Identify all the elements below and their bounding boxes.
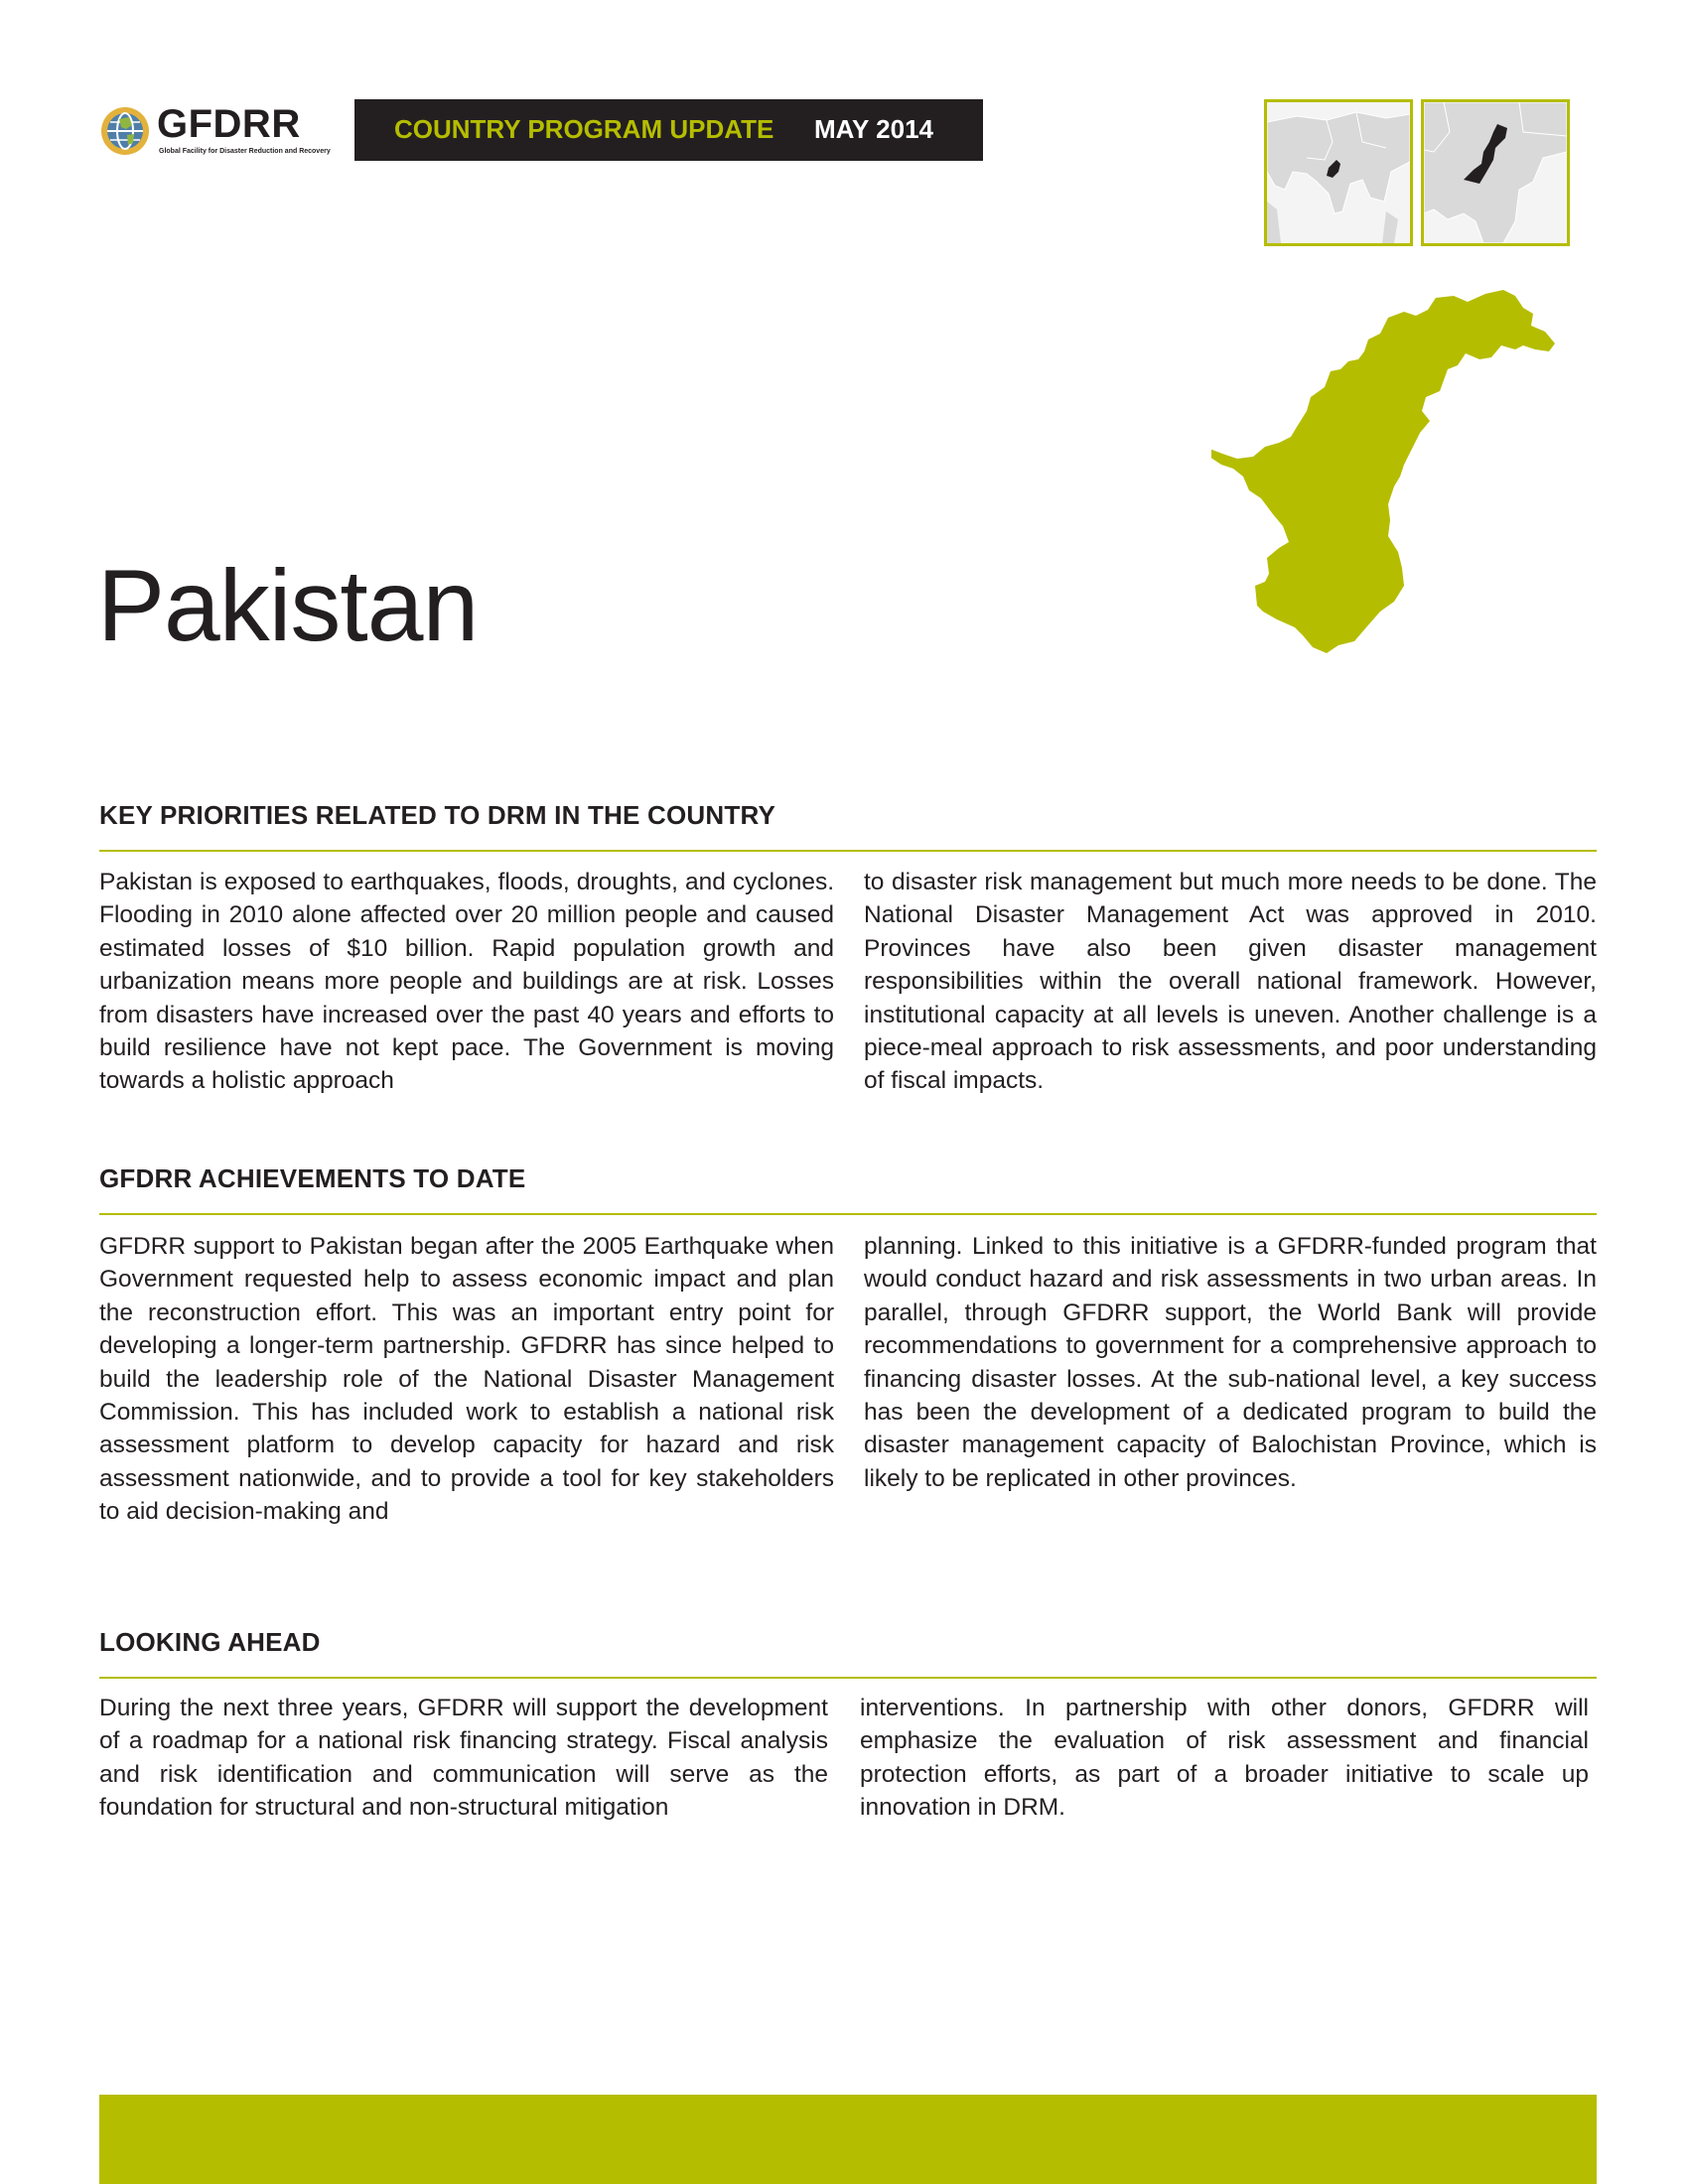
program-label: COUNTRY PROGRAM UPDATE — [394, 114, 774, 144]
zoom-map-icon — [1424, 102, 1567, 243]
date-label: MAY 2014 — [814, 114, 933, 144]
section-heading-key-priorities: KEY PRIORITIES RELATED TO DRM IN THE COUNTRY — [99, 800, 775, 830]
section-divider — [99, 850, 1597, 852]
globe-icon — [99, 105, 151, 157]
pakistan-outline-map — [1211, 288, 1564, 663]
page-title: Pakistan — [97, 549, 479, 662]
key-priorities-text-right: to disaster risk management but much more needs to be done. The National Disaster Management Act was approved in 2010. Provinces have also been given disaster management responsibilities within the overall national framework. However, institutional capacity at all levels is uneven. Another challenge is a piece-meal approach to risk assessments, and poor understanding of fiscal impacts. — [864, 869, 1597, 1095]
section-divider — [99, 1677, 1597, 1679]
logo-wordmark: GFDRR — [157, 102, 301, 146]
pakistan-locator-map — [1421, 99, 1570, 246]
gfdrr-logo — [99, 99, 331, 159]
logo-tagline: Global Facility for Disaster Reduction and Recovery — [159, 148, 331, 155]
looking-ahead-text-left: During the next three years, GFDRR will support the development of a roadmap for a national risk financing strategy. Fiscal analysis and risk identification and communication will serve as the foundation for structural and non-structural mitigation — [99, 1695, 828, 1822]
key-priorities-text-left: Pakistan is exposed to earthquakes, floods, droughts, and cyclones. Flooding in 2010 alone affected over 20 million people and caused estimated losses of $10 billion. Rapid population growth and urbanization means more people and buildings are at risk. Losses from disasters have increased over the past 40 years and efforts to build resilience have not kept pace. The Government is moving towards a holistic approach — [99, 869, 834, 1095]
footer-accent-bar — [99, 2095, 1597, 2184]
looking-ahead-text-right: interventions. In partnership with other donors, GFDRR will emphasize the evaluation of risk assessment and financial protection efforts, as part of a broader initiative to scale up innovation in DRM. — [860, 1695, 1589, 1822]
program-banner — [354, 99, 983, 161]
region-map-icon — [1267, 102, 1410, 243]
achievements-text-right: planning. Linked to this initiative is a GFDRR-funded program that would conduct hazard and risk assessments in two urban areas. In parallel, through GFDRR support, the World Bank will provide recommendations to government for a comprehensive approach to financing disaster losses. At the sub-national level, a key success has been the development of a dedicated program to build the disaster management capacity of Balochistan Province, which is likely to be replicated in other provinces. — [864, 1233, 1597, 1492]
section-heading-achievements: GFDRR ACHIEVEMENTS TO DATE — [99, 1163, 526, 1193]
section-divider — [99, 1213, 1597, 1215]
section-heading-looking-ahead: LOOKING AHEAD — [99, 1627, 321, 1657]
achievements-text-left: GFDRR support to Pakistan began after the 2005 Earthquake when Government requested help to assess economic impact and plan the reconstruction effort. This was an important entry point for developing a longer-term partnership. GFDRR has since helped to build the leadership role of the National Disaster Management Commission. This has included work to establish a national risk assessment platform to develop capacity for hazard and risk assessment nationwide, and to provide a tool for key stakeholders to aid decision-making and — [99, 1233, 834, 1526]
south-asia-locator-map — [1264, 99, 1413, 246]
